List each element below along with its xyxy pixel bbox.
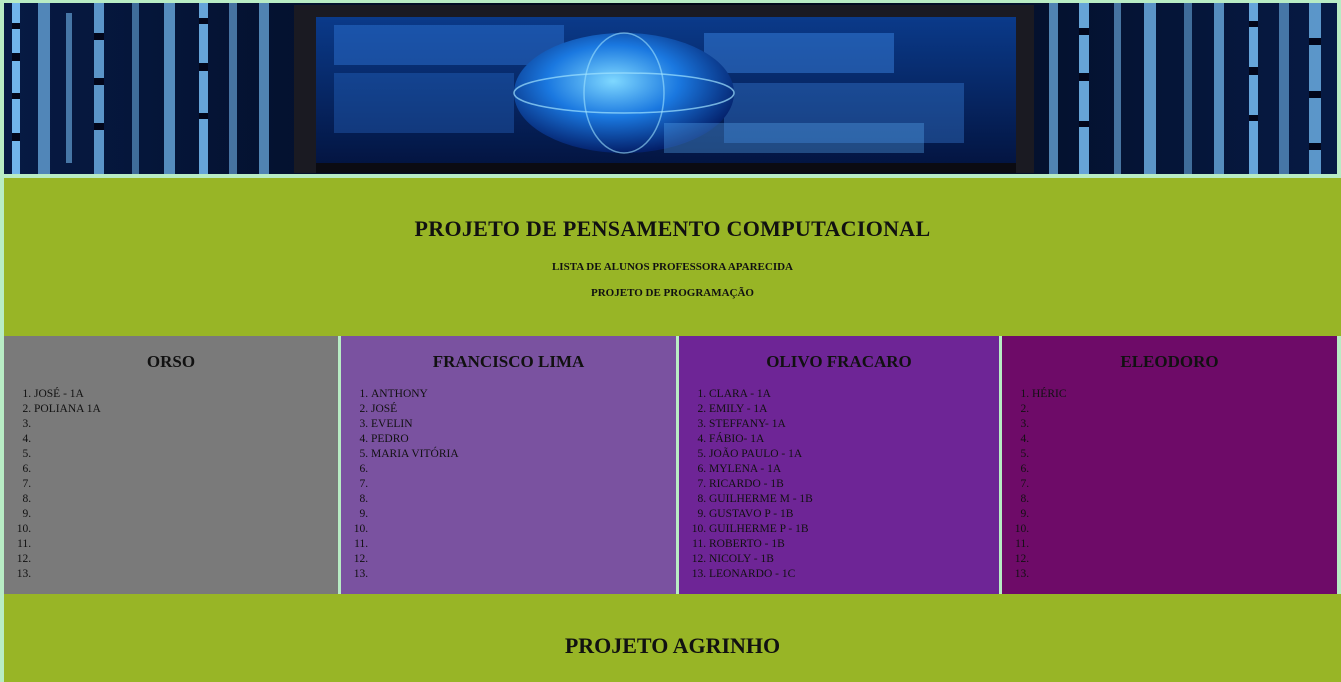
student-list-item: 3. STEFFANY- 1A [709, 417, 813, 432]
student-list-item: 5. MARIA VITÓRIA [371, 447, 459, 462]
student-list [1002, 387, 1067, 582]
student-list-item [371, 477, 459, 492]
column-title: ORSO [146, 352, 196, 371]
student-list-item [371, 567, 459, 582]
student-list-item: 13. LEONARDO - 1C [709, 567, 813, 582]
column-title: ELEODORO [1120, 352, 1219, 371]
student-list-item: 2. EMILY - 1A [709, 402, 813, 417]
student-list-item: 1. JOSÉ - 1A [34, 387, 101, 402]
student-list-item [34, 492, 101, 507]
student-list-item [371, 552, 459, 567]
student-list-item: 7. RICARDO - 1B [709, 477, 813, 492]
student-list-item: 5. JOÃO PAULO - 1A [709, 447, 813, 462]
header-section [4, 178, 1341, 336]
student-list-item [1032, 462, 1067, 477]
student-list-item [371, 462, 459, 477]
student-list-item: 6. MYLENA - 1A [709, 462, 813, 477]
student-list-item [1032, 432, 1067, 447]
banner-image [4, 3, 1337, 174]
student-list-item [1032, 567, 1067, 582]
column-title: OLIVO FRACARO [766, 352, 912, 371]
student-list-item [1032, 537, 1067, 552]
column-orso [4, 336, 338, 594]
student-list-item [1032, 507, 1067, 522]
student-list-item [34, 447, 101, 462]
student-list-item [1032, 447, 1067, 462]
student-list-item: 8. GUILHERME M - 1B [709, 492, 813, 507]
student-list-item: 1. ANTHONY [371, 387, 459, 402]
student-list-item [371, 507, 459, 522]
student-list-item [34, 477, 101, 492]
student-list-item: 1. CLARA - 1A [709, 387, 813, 402]
student-list [4, 387, 101, 582]
student-list-item: 10. GUILHERME P - 1B [709, 522, 813, 537]
subtitle-student-list: LISTA DE ALUNOS PROFESSORA APARECIDA [551, 261, 794, 273]
student-list-item [1032, 477, 1067, 492]
student-list-item [34, 417, 101, 432]
student-list-item: 9. GUSTAVO P - 1B [709, 507, 813, 522]
footer-title: PROJETO AGRINHO [564, 633, 781, 658]
student-list-item: 3. EVELIN [371, 417, 459, 432]
student-list-item [34, 432, 101, 447]
student-list-item: 12. NICOLY - 1B [709, 552, 813, 567]
student-list-item [371, 522, 459, 537]
student-list-item: 4. PEDRO [371, 432, 459, 447]
student-list-item [34, 462, 101, 477]
student-list-item [1032, 492, 1067, 507]
student-list-item: 4. FÁBIO- 1A [709, 432, 813, 447]
student-list-item: 11. ROBERTO - 1B [709, 537, 813, 552]
student-list-item: 2. POLIANA 1A [34, 402, 101, 417]
footer-section [4, 594, 1341, 682]
student-list-item [34, 537, 101, 552]
student-list-item [371, 492, 459, 507]
subtitle-programming-project: PROJETO DE PROGRAMAÇÃO [591, 287, 754, 299]
student-list-item [1032, 417, 1067, 432]
student-list-item: 2. JOSÉ [371, 402, 459, 417]
student-list-item [34, 552, 101, 567]
student-list [679, 387, 813, 582]
column-title: FRANCISCO LIMA [432, 352, 585, 371]
student-list-item [34, 507, 101, 522]
student-list-item [1032, 402, 1067, 417]
student-list-item: 1. HÉRIC [1032, 387, 1067, 402]
student-list-item [1032, 522, 1067, 537]
student-list-item [371, 537, 459, 552]
student-list-item [34, 567, 101, 582]
student-list-item [1032, 552, 1067, 567]
page-title: PROJETO DE PENSAMENTO COMPUTACIONAL [414, 216, 931, 241]
column-francisco-lima [341, 336, 676, 594]
student-list [341, 387, 459, 582]
column-olivo-fracaro [679, 336, 999, 594]
column-eleodoro [1002, 336, 1337, 594]
student-list-item [34, 522, 101, 537]
